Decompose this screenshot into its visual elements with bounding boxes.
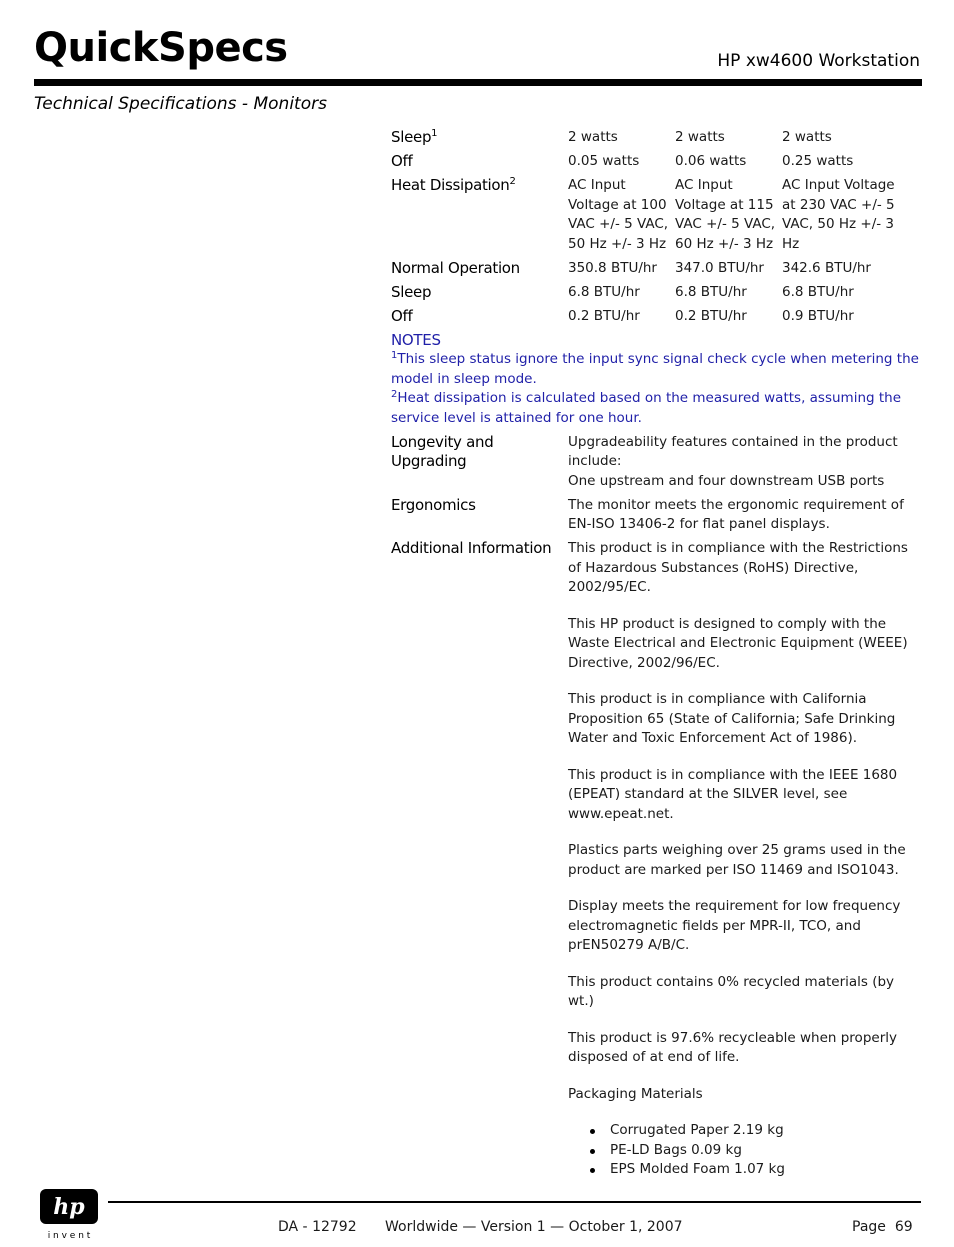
svg-text:i n v e n t: i n v e n t — [47, 1231, 91, 1241]
value-230v: 6.8 BTU/hr — [782, 283, 854, 300]
spec-row-off-btu — [391, 307, 921, 327]
paragraph-emf: Display meets the requirement for low frequency electromagnetic fields per MPR-II, TCO, and prEN50279 A/B/C. — [568, 898, 901, 953]
value-100v: 2 watts — [568, 129, 618, 145]
paragraph-plastics: Plastics parts weighing over 25 grams used in the product are marked per ISO 11469 and ISO1043. — [568, 842, 906, 878]
notes-heading: NOTES — [391, 330, 441, 349]
value-115v: 0.06 watts — [675, 153, 747, 169]
paragraph-recycled: This product contains 0% recycled materials (by wt.) — [568, 973, 895, 1009]
paragraph-weee: This HP product is designed to comply with the Waste Electrical and Electronic Equipment (WEEE) Directive, 2002/96/EC. — [568, 615, 908, 671]
svg-text:hp: hp — [53, 1194, 85, 1220]
spec-row-sleep-btu — [391, 283, 921, 303]
row-value: The monitor meets the ergonomic requirement of EN-ISO 13406-2 for flat panel displays. — [568, 496, 904, 532]
spec-row-additional-information — [391, 539, 921, 1180]
row-label: Normal Operation — [391, 258, 520, 277]
paragraph-recycleable: This product is 97.6% recycleable when properly disposed of at end of life. — [568, 1029, 897, 1065]
row-label: Off — [391, 306, 413, 325]
list-item: EPS Molded Foam 1.07 kg — [610, 1160, 913, 1180]
value-230v: 2 watts — [782, 129, 832, 145]
spec-row-longevity — [391, 433, 921, 492]
brand-title: QuickSpecs — [34, 25, 288, 71]
value-100v: 350.8 BTU/hr — [568, 259, 657, 276]
spec-row-heat-dissipation — [391, 176, 921, 254]
row-label: Sleep — [391, 282, 432, 301]
note-2: $^2$Heat dissipation is calculated based on the measured watts, assuming the service level is attained for one hour. — [391, 389, 902, 426]
value-115v: 2 watts — [675, 129, 725, 145]
doc-id: DA - 12792 — [278, 1219, 357, 1235]
value-100v: 6.8 BTU/hr — [568, 283, 640, 300]
row-label: Additional Information — [391, 539, 552, 557]
list-item: PE-LD Bags 0.09 kg — [610, 1141, 913, 1161]
row-value: Upgradeability features contained in the product include: One upstream and four downstream USB ports — [568, 433, 898, 489]
section-title: Technical Specifications - Monitors — [34, 94, 327, 114]
list-item: Corrugated Paper 2.19 kg — [610, 1121, 913, 1141]
value-100v: AC Input Voltage at 100 VAC +/- 5 VAC, 50 Hz +/- 3 Hz — [568, 177, 669, 252]
header-rule — [34, 79, 922, 86]
spec-row-off-watts — [391, 152, 921, 172]
value-230v: 342.6 BTU/hr — [782, 259, 871, 276]
value-115v: 0.2 BTU/hr — [675, 307, 747, 324]
note-1: $^1$This sleep status ignore the input sync signal check cycle when metering the model in sleep mode. — [391, 350, 919, 387]
spec-content — [391, 128, 921, 1184]
value-115v: 6.8 BTU/hr — [675, 283, 747, 300]
spec-row-normal-operation — [391, 259, 921, 279]
spec-row-ergonomics — [391, 496, 921, 535]
value-230v: 0.25 watts — [782, 153, 854, 169]
value-100v: 0.05 watts — [568, 153, 640, 169]
notes-block — [391, 331, 921, 429]
hp-logo — [40, 1189, 100, 1241]
row-label: Heat Dissipation$^2$ — [391, 176, 516, 194]
row-label: Ergonomics — [391, 495, 476, 514]
value-115v: AC Input Voltage at 115 VAC +/- 5 VAC, 60 Hz +/- 3 Hz — [675, 177, 776, 252]
value-100v: 0.2 BTU/hr — [568, 307, 640, 324]
product-name: HP xw4600 Workstation — [717, 51, 920, 71]
row-label: Longevity and Upgrading — [391, 432, 494, 470]
value-230v: AC Input Voltage at 230 VAC +/- 5 VAC, 50 Hz +/- 3 Hz — [782, 177, 895, 252]
edition-info: Worldwide — Version 1 — October 1, 2007 — [385, 1219, 683, 1235]
row-label: Off — [391, 152, 413, 170]
spec-row-sleep-watts — [391, 128, 921, 148]
paragraph-packaging: Packaging Materials — [568, 1085, 703, 1102]
value-115v: 347.0 BTU/hr — [675, 259, 764, 276]
page-indicator: Page 69 — [852, 1219, 913, 1235]
footer-rule — [108, 1201, 921, 1203]
value-230v: 0.9 BTU/hr — [782, 307, 854, 324]
paragraph-epeat: This product is in compliance with the IEEE 1680 (EPEAT) standard at the SILVER level, see www.epeat.net. — [568, 766, 898, 822]
row-value — [568, 539, 913, 1180]
row-label: Sleep$^1$ — [391, 128, 438, 146]
paragraph-prop65: This product is in compliance with California Proposition 65 (State of California; Safe Drinking Water and Toxic Enforcement Act of 1986). — [568, 691, 896, 746]
paragraph-rohs: This product is in compliance with the Restrictions of Hazardous Substances (RoHS) Directive, 2002/95/EC. — [568, 540, 908, 595]
packaging-list — [568, 1121, 913, 1180]
